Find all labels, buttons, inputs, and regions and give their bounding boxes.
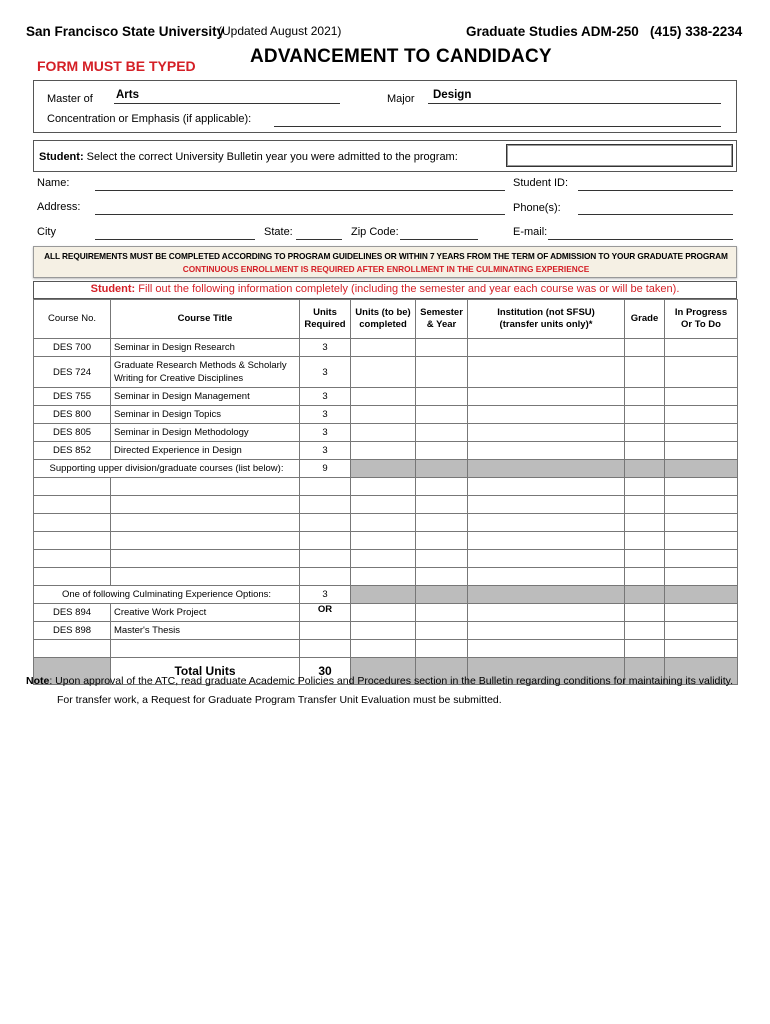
semester-cell[interactable]: [416, 496, 468, 514]
student-id-field[interactable]: [578, 190, 733, 191]
course-title: Directed Experience in Design: [111, 442, 300, 460]
table-row: [34, 339, 738, 357]
course-no-cell[interactable]: [34, 478, 111, 496]
institution-cell[interactable]: [468, 406, 625, 424]
table-row: [34, 406, 738, 424]
fill-out-note: Student: Fill out the following information completely (including the semester and year each course was or will be taken).: [33, 281, 737, 299]
institution-cell[interactable]: [468, 622, 625, 640]
typed-notice: FORM MUST BE TYPED: [37, 58, 196, 74]
course-title-cell[interactable]: [111, 514, 300, 532]
units-completed-cell[interactable]: [351, 339, 416, 357]
course-no: DES 852: [34, 442, 111, 460]
culminating-row: [34, 622, 738, 640]
table-header-row: [34, 300, 738, 339]
requirements-banner: [33, 246, 737, 278]
progress-cell[interactable]: [665, 442, 738, 460]
units-completed-cell[interactable]: [351, 388, 416, 406]
grade-cell[interactable]: [625, 424, 665, 442]
course-no: DES 724: [34, 357, 111, 388]
course-no-cell[interactable]: [34, 514, 111, 532]
form-code: Graduate Studies ADM-250: [466, 24, 639, 39]
concentration-field[interactable]: [274, 113, 721, 127]
institution-cell[interactable]: [468, 532, 625, 550]
grade-cell[interactable]: [625, 388, 665, 406]
progress-cell[interactable]: [665, 388, 738, 406]
institution-cell[interactable]: [468, 514, 625, 532]
progress-cell[interactable]: [665, 406, 738, 424]
units-required: 3: [300, 388, 351, 406]
progress-cell[interactable]: [665, 339, 738, 357]
major-label: Major: [387, 93, 415, 105]
progress-cell[interactable]: [665, 478, 738, 496]
culminating-header-row: [34, 586, 738, 604]
course-title: Seminar in Design Management: [111, 388, 300, 406]
supporting-row: [34, 496, 738, 514]
supporting-row: [34, 478, 738, 496]
grade-cell[interactable]: [625, 604, 665, 622]
grade-cell[interactable]: [625, 478, 665, 496]
units-required: 3: [300, 442, 351, 460]
units-completed-cell[interactable]: [351, 424, 416, 442]
header-units-completed: Units (to be) completed: [351, 300, 416, 339]
zip-label: Zip Code:: [351, 226, 399, 238]
course-table: [33, 299, 738, 685]
semester-cell[interactable]: [416, 424, 468, 442]
progress-cell[interactable]: [665, 622, 738, 640]
table-row: [34, 424, 738, 442]
supporting-label: Supporting upper division/graduate courses (list below):: [34, 460, 300, 478]
supporting-header-row: [34, 460, 738, 478]
phone-number: (415) 338-2234: [650, 24, 743, 39]
header-course-title: Course Title: [111, 300, 300, 339]
address-label: Address:: [37, 201, 81, 213]
semester-cell[interactable]: [416, 622, 468, 640]
master-of-label: Master of: [47, 93, 93, 105]
table-row: [34, 388, 738, 406]
grade-cell[interactable]: [625, 550, 665, 568]
semester-cell[interactable]: [416, 406, 468, 424]
course-title-cell[interactable]: [111, 550, 300, 568]
phones-label: Phone(s):: [513, 202, 561, 214]
grade-cell[interactable]: [625, 339, 665, 357]
progress-cell[interactable]: [665, 550, 738, 568]
spacer-row: [34, 640, 738, 658]
units-required-cell[interactable]: [300, 514, 351, 532]
semester-cell[interactable]: [416, 442, 468, 460]
semester-cell[interactable]: [416, 604, 468, 622]
course-title: Seminar in Design Research: [111, 339, 300, 357]
institution-cell[interactable]: [468, 339, 625, 357]
culminating-label: One of following Culminating Experience Options:: [34, 586, 300, 604]
course-title: Seminar in Design Methodology: [111, 424, 300, 442]
institution-cell[interactable]: [468, 496, 625, 514]
updated-date: (Updated August 2021): [218, 24, 342, 38]
total-units: 30: [300, 658, 351, 685]
units-required-cell[interactable]: [300, 550, 351, 568]
semester-cell[interactable]: [416, 357, 468, 388]
institution-cell[interactable]: [468, 388, 625, 406]
requirements-line-2: CONTINUOUS ENROLLMENT IS REQUIRED AFTER ENROLLMENT IN THE CULMINATING EXPERIENCE: [182, 264, 590, 274]
supporting-units: 9: [300, 460, 351, 478]
total-label: Total Units: [111, 658, 300, 685]
grade-cell[interactable]: [625, 622, 665, 640]
progress-cell[interactable]: [665, 532, 738, 550]
name-label: Name:: [37, 177, 70, 189]
grade-cell[interactable]: [625, 532, 665, 550]
semester-cell[interactable]: [416, 478, 468, 496]
course-no: DES 805: [34, 424, 111, 442]
spacer-row: [34, 568, 738, 586]
course-no: DES 755: [34, 388, 111, 406]
grade-cell[interactable]: [625, 442, 665, 460]
state-field[interactable]: [296, 239, 342, 240]
units-completed-cell[interactable]: [351, 478, 416, 496]
supporting-row: [34, 550, 738, 568]
institution-cell[interactable]: [468, 604, 625, 622]
header-course-no: Course No.: [34, 300, 111, 339]
zip-field[interactable]: [400, 239, 478, 240]
name-field[interactable]: [95, 190, 505, 191]
grade-cell[interactable]: [625, 406, 665, 424]
course-title-cell[interactable]: [111, 532, 300, 550]
course-no-cell[interactable]: [34, 532, 111, 550]
major-field[interactable]: [428, 90, 721, 104]
course-title: Master's Thesis: [111, 622, 300, 640]
supporting-row: [34, 532, 738, 550]
units-required-cell[interactable]: [300, 496, 351, 514]
units-completed-cell[interactable]: [351, 604, 416, 622]
table-row: [34, 357, 738, 388]
course-no: DES 800: [34, 406, 111, 424]
semester-cell[interactable]: [416, 550, 468, 568]
course-no: DES 894: [34, 604, 111, 622]
progress-cell[interactable]: [665, 604, 738, 622]
page-title: ADVANCEMENT TO CANDIDACY: [250, 46, 552, 67]
institution-cell[interactable]: [468, 478, 625, 496]
progress-cell[interactable]: [665, 514, 738, 532]
table-row: [34, 442, 738, 460]
transfer-note: For transfer work, a Request for Graduate Program Transfer Unit Evaluation must be submitted.: [57, 694, 502, 706]
units-required: 3: [300, 357, 351, 388]
course-no: DES 700: [34, 339, 111, 357]
requirements-line-1: ALL REQUIREMENTS MUST BE COMPLETED ACCORDING TO PROGRAM GUIDELINES OR WITHIN 7 YEARS FROM THE TERM OF ADMISSION TO YOUR GRADUATE PROGRAM: [44, 251, 728, 261]
or-label: OR: [300, 604, 351, 622]
units-required-cell[interactable]: [300, 532, 351, 550]
course-no-cell[interactable]: [34, 550, 111, 568]
units-completed-cell[interactable]: [351, 550, 416, 568]
city-label: City: [37, 226, 56, 238]
course-title: Creative Work Project: [111, 604, 300, 622]
institution-cell[interactable]: [468, 424, 625, 442]
units-completed-cell[interactable]: [351, 496, 416, 514]
units-completed-cell[interactable]: [351, 622, 416, 640]
units-required: 3: [300, 339, 351, 357]
phones-field[interactable]: [578, 214, 733, 215]
semester-cell[interactable]: [416, 532, 468, 550]
units-completed-cell[interactable]: [351, 406, 416, 424]
header-grade: Grade: [625, 300, 665, 339]
units-completed-cell[interactable]: [351, 532, 416, 550]
progress-cell[interactable]: [665, 496, 738, 514]
units-completed-cell[interactable]: [351, 442, 416, 460]
grade-cell[interactable]: [625, 496, 665, 514]
institution-cell[interactable]: [468, 442, 625, 460]
concentration-label: Concentration or Emphasis (if applicable):: [47, 113, 252, 125]
grade-cell[interactable]: [625, 514, 665, 532]
institution-cell[interactable]: [468, 550, 625, 568]
university-name: San Francisco State University: [26, 24, 225, 39]
course-title-cell[interactable]: [111, 496, 300, 514]
city-field[interactable]: [95, 239, 255, 240]
header-institution: Institution (not SFSU) (transfer units only)*: [468, 300, 625, 339]
course-title: Seminar in Design Topics: [111, 406, 300, 424]
units-required: 3: [300, 424, 351, 442]
student-id-label: Student ID:: [513, 177, 569, 189]
culminating-units: 3: [300, 586, 351, 604]
supporting-row: [34, 514, 738, 532]
progress-cell[interactable]: [665, 357, 738, 388]
major-value: Design: [433, 89, 472, 101]
bulletin-text: Student: Select the correct University Bulletin year you were admitted to the program:: [39, 151, 458, 163]
header-progress: In Progress Or To Do: [665, 300, 738, 339]
units-required-cell[interactable]: [300, 478, 351, 496]
header-semester: Semester & Year: [416, 300, 468, 339]
units-completed-cell[interactable]: [351, 514, 416, 532]
master-of-value: Arts: [116, 89, 140, 101]
units-required: 3: [300, 406, 351, 424]
address-field[interactable]: [95, 214, 505, 215]
course-no: DES 898: [34, 622, 111, 640]
units-required: [300, 622, 351, 640]
state-label: State:: [264, 226, 293, 238]
approval-note: Note: Upon approval of the ATC, read graduate Academic Policies and Procedures section in the Bulletin regarding conditions for maintaining its validity.: [26, 675, 734, 687]
course-title-cell[interactable]: [111, 478, 300, 496]
course-no-cell[interactable]: [34, 496, 111, 514]
culminating-row: [34, 604, 738, 622]
program-box: [33, 80, 737, 133]
grade-cell[interactable]: [625, 357, 665, 388]
semester-cell[interactable]: [416, 339, 468, 357]
progress-cell[interactable]: [665, 424, 738, 442]
semester-cell[interactable]: [416, 514, 468, 532]
semester-cell[interactable]: [416, 388, 468, 406]
email-field[interactable]: [548, 239, 733, 240]
header-units-required: Units Required: [300, 300, 351, 339]
units-completed-cell[interactable]: [351, 357, 416, 388]
bulletin-year-select[interactable]: [506, 144, 733, 167]
email-label: E-mail:: [513, 226, 548, 238]
master-of-field[interactable]: [114, 90, 340, 104]
course-title: Graduate Research Methods & Scholarly Writing for Creative Disciplines: [111, 357, 300, 388]
institution-cell[interactable]: [468, 357, 625, 388]
